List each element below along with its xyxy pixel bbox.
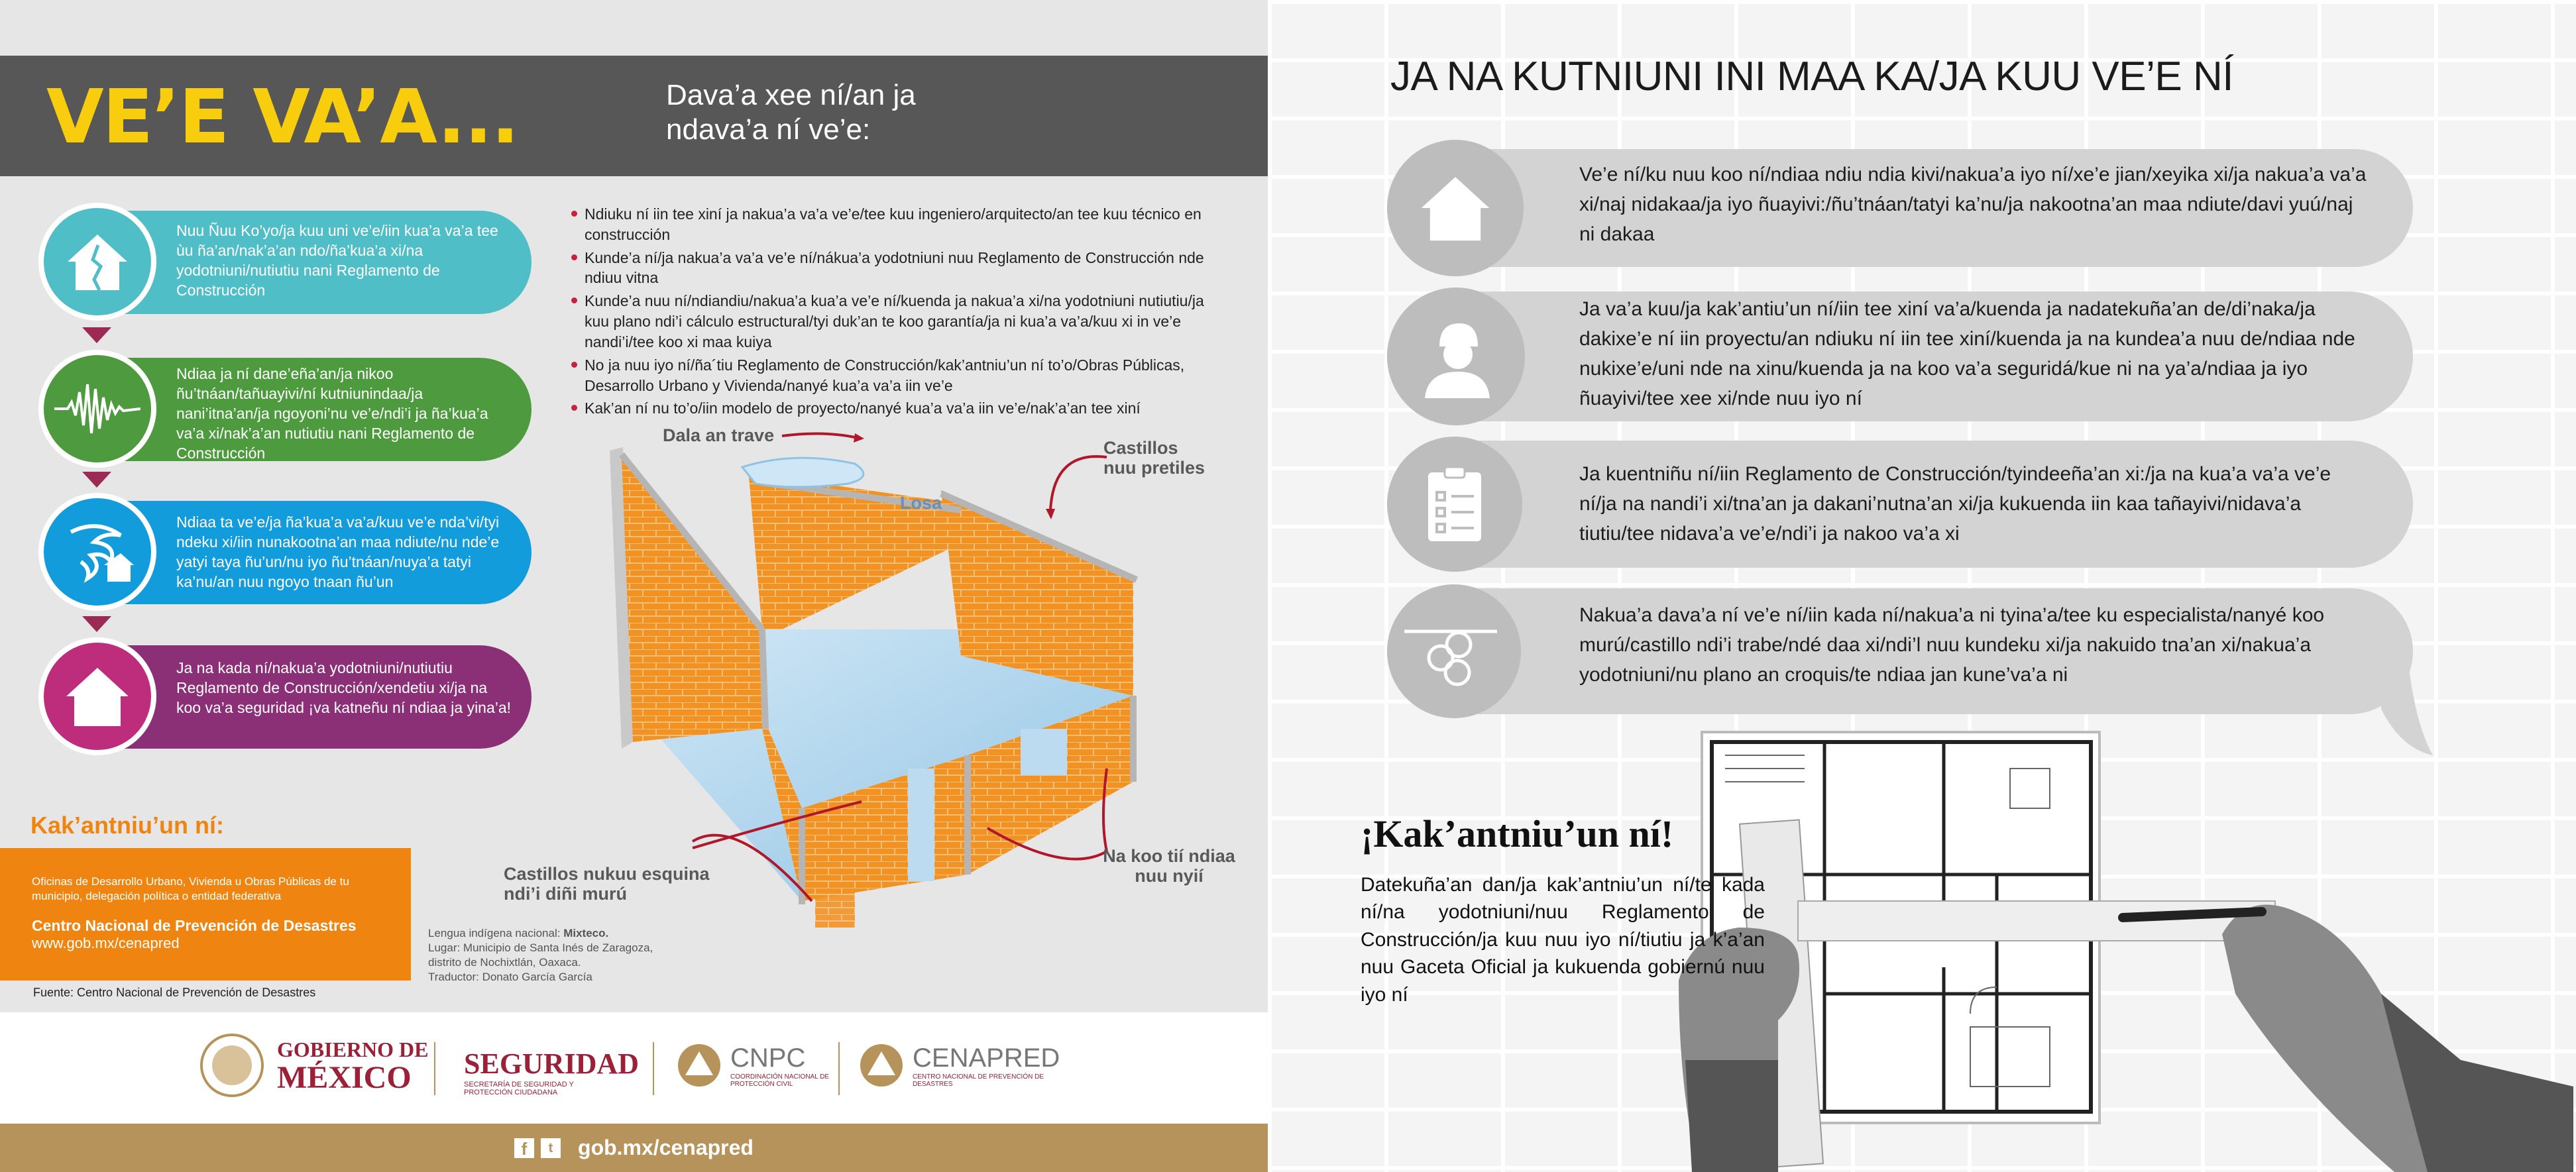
step-text: Nuu Ñuu Ko’yo/ja kuu uni ve’e/iin kua’a va’a tee ùu ña’an/nak’a’an ndo/ña’kua’a xi/na yodotniuni/nutiutiu nani Reglamento de Construcción	[176, 222, 498, 299]
cenapred-emblem-icon	[858, 1042, 905, 1089]
subtitle: Dava’a xee ní/an ja ndava’a ní ve’e:	[666, 79, 916, 146]
advice-pill-4	[1387, 588, 2413, 714]
contact-title: Kak’antniu’un ní:	[30, 812, 224, 839]
checklist-icon	[1418, 464, 1491, 544]
cracked-house-icon	[61, 225, 134, 298]
house-icon	[1416, 168, 1495, 248]
list-item: Kak’an ní nu to’o/iin modelo de proyecto/nanyé kua’a va’a iin ve’e/nak’a’an tee xiní	[570, 398, 1206, 419]
step-text: Ja na kada ní/nakua’a yodotniuni/nutiutiu Reglamento de Construcción/xendetiu xi/ja na koo va’a seguridad ¡va katneñu ní ndiaa ja yina’a!	[176, 659, 512, 716]
lengua-value: Mixteco.	[563, 927, 609, 939]
contact-url[interactable]: www.gob.mx/cenapred	[32, 935, 180, 952]
advice-text: Nakua’a dava’a ní ve’e ní/iin kada ní/nakua’a ni tyina’a/tee ku especialista/nanyé koo murú/castillo ndi’i trabe/ndé daa xi/ndi’l nuu kundeku xi/ja nakuido tna’an xi/nakua’a yodotniuni/nu plano an croquis/te ndiaa jan kune’va’a ni	[1579, 604, 2325, 686]
traductor: Traductor: Donato García García	[428, 971, 592, 984]
advice-circle	[1387, 437, 1522, 572]
seguridad-logo	[464, 1047, 639, 1096]
cnpc-logo	[676, 1042, 836, 1089]
ask-title: ¡Kak’antniu’un ní!	[1361, 812, 1674, 855]
house-icon	[61, 660, 134, 733]
cenapred-logo	[858, 1042, 1060, 1089]
label-castillos-top: Castillos nuu pretiles	[1103, 438, 1205, 478]
translation-credits	[428, 926, 680, 985]
label-castillos-bottom: Castillos nukuu esquina ndi’i diñi murú	[504, 864, 710, 904]
step-circle-3	[38, 493, 156, 611]
cnpc-emblem-icon	[676, 1042, 722, 1089]
list-item: No ja nuu iyo ní/ña´tiu Reglamento de Construcción/kak’antniu’un ní to’o/Obras Públicas, Desarrollo Urbano y Vivienda/nanyé kua’a va’a iin ve’e	[570, 355, 1206, 396]
footer-bar	[0, 1124, 1268, 1172]
step-arrow	[82, 472, 111, 488]
cnpc-title: CNPC	[730, 1043, 806, 1073]
advice-pill-2	[1387, 292, 2413, 421]
advice-pill-3	[1387, 441, 2413, 568]
advice-pill-1	[1387, 149, 2413, 267]
list-item: Kunde’a ní/ja nakua’a va’a ve’e ní/nákua’a yodotniuni nuu Reglamento de Construcción nde ndiuu vitna	[570, 248, 1206, 289]
label-dala: Dala an trave	[663, 425, 775, 445]
left-panel	[0, 0, 1268, 1172]
engineer-icon	[1413, 313, 1499, 400]
divider	[653, 1042, 654, 1095]
step-circle-4	[38, 637, 156, 755]
divider	[434, 1042, 435, 1095]
right-panel	[1268, 0, 2576, 1172]
label-nakoo: Na koo tií ndiaa nuu nyií	[1103, 846, 1235, 886]
facebook-icon[interactable]: f	[514, 1138, 534, 1158]
gob-mexico-logo	[199, 1032, 428, 1098]
advice-circle	[1387, 140, 1524, 276]
divider	[838, 1042, 840, 1095]
source-note: Fuente: Centro Nacional de Prevención de Desastres	[33, 986, 316, 999]
advice-text: Ja va’a kuu/ja kak’antiu’un ní/iin tee xiní va’a/kuenda ja nadatekuña’an de/di’naka/ja dakixe’e ní iin proyectu/an ndiuku ní iin tee xiní/kuenda ja na kundea’a nuu de/ndiaa nde nukixe’e/uni nde na xinu/kuenda ja na koo va’a seguridá/kue ni na ya’a/ndiaa ja iyo ñuayivi/tee xee xi/nde nuu iyo ní	[1579, 298, 2355, 409]
seguridad-title: SEGURIDAD	[464, 1047, 640, 1080]
ask-text: Datekuña’an dan/ja kak’antniu’un ní/te kada ní/na yodotniuni/nuu Reglamento de Construcción/ja kuu nuu iyo ní/tiutiu ja k’a’an nuu Gaceta Oficial ja kukuenda gobiernú nuu iyo ní	[1361, 874, 1765, 1006]
advice-circle	[1387, 288, 1525, 425]
right-title: JA NA KUTNIUNI INI MAA KA/JA KUU VE’E NÍ	[1390, 54, 2233, 99]
seismograph-icon	[54, 379, 140, 439]
rolled-plans-icon	[1404, 612, 1504, 691]
logo-band	[0, 1012, 1268, 1124]
twitter-icon[interactable]: t	[541, 1138, 561, 1158]
list-item: Kunde’a nuu ní/ndiandiu/nakua’a kua’a ve’e ní/kuenda ja nakua’a xi/na yodotniuni nutiutiu/ja kuu plano ndi’i cálculo estructural/tyi duk’an te koo garantía/ja ni kua’a va’a/kuu xi in ve’e nandi’i/tee koo xi maa kuiya	[570, 291, 1206, 352]
step-text: Ndiaa ta ve’e/ja ña’kua’a va’a/kuu ve’e nda’vi/tyi ndeku xi/iin nunakootna’an maa ndiute/nu nde’e yatyi taya ñu’un/nu iyo ñu’tnáan/nuya’a tatyi ka’nu/an nuu ngoyo tnaan ñu’un	[176, 513, 500, 590]
main-title: VE’E VA’A...	[46, 74, 518, 160]
contact-offices: Oficinas de Desarrollo Urbano, Vivienda u Obras Públicas de tu municipio, delegación política o entidad federativa	[32, 875, 349, 903]
advice-text: Ja kuentniñu ní/iin Reglamento de Construcción/tyindeeña’an xi:/ja na kua’a va’a ve’e ní/ja na nandi’i xi/tna’an ja dakani’nutna’an xi/ja kukuenda iin kaa tañayivi/nidava’a tiutiu/tee nidava’a ve’e/ndi’i ja nakoo va’a xi	[1579, 463, 2331, 545]
lengua-label: Lengua indígena nacional:	[428, 927, 564, 939]
gob-line2: MÉXICO	[277, 1059, 412, 1095]
label-losa: Losa	[900, 493, 942, 513]
footer-url[interactable]: gob.mx/cenapred	[578, 1136, 754, 1159]
mexico-seal-icon	[199, 1032, 265, 1098]
recommendations-list	[570, 204, 1206, 421]
step-circle-1	[38, 203, 156, 321]
contact-cenapred: Centro Nacional de Prevención de Desastres	[32, 917, 357, 935]
step-arrow	[82, 616, 111, 632]
step-circle-2	[38, 350, 156, 468]
advice-text: Ve’e ní/ku nuu koo ní/ndiaa ndiu ndia kivi/nakua’a iyo ní/xe’e jian/xeyika xi/ja nakua’a va’a xi/naj nidakaa/ja iyo ñuayivi:/ñu’tnáan/tatyi ka’nu/ja nakootna’an maa ndiute/davi yuú/naj ni dakaa	[1579, 164, 2367, 245]
cenapred-sub: CENTRO NACIONAL DE PREVENCIÓN DE DESASTRES	[913, 1073, 1044, 1088]
step-text: Ndiaa ja ní dane’eña’an/ja nikoo ñu’tnáan/tañuayivi/ní kutniunindaa/ja nani’itna’an/ja ngoyoni’nu ve’e/ndi’i ja ña’kua’a va’a xi/nak’a’an nutiutiu nani Reglamento de Construcción	[176, 365, 488, 462]
cnpc-sub: COORDINACIÓN NACIONAL DE PROTECCIÓN CIVIL	[730, 1073, 830, 1088]
step-arrow	[82, 327, 111, 343]
lugar: Lugar: Municipio de Santa Inés de Zaragoza, distrito de Nochixtlán, Oaxaca.	[428, 941, 653, 969]
gob-line1: GOBIERNO DE	[277, 1037, 429, 1061]
list-item: Ndiuku ní iin tee xiní ja nakua’a va’a ve’e/tee kuu ingeniero/arquitecto/an tee kuu técnico en construcción	[570, 204, 1206, 245]
seguridad-sub: SECRETARÍA DE SEGURIDAD Y PROTECCIÓN CIUDADANA	[464, 1081, 574, 1096]
advice-circle	[1387, 584, 1521, 718]
cenapred-title: CENAPRED	[913, 1043, 1060, 1073]
hurricane-icon	[58, 512, 137, 592]
contact-box	[0, 848, 411, 981]
